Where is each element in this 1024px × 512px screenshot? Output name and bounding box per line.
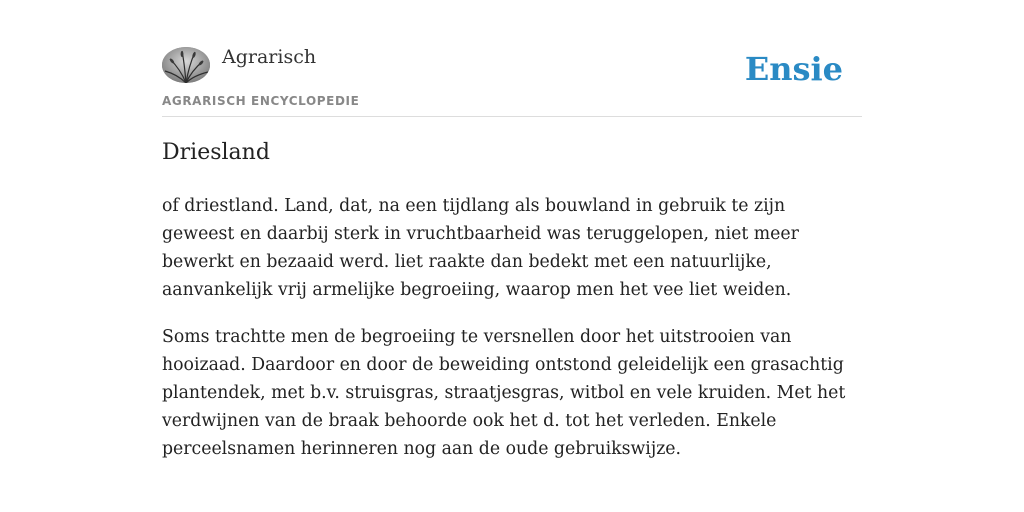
article-paragraph: of driestland. Land, dat, na een tijdlang als bouwland in gebruik te zijn geweest en daarbij sterk in vruchtbaarheid was teruggelopen, niet meer bewerkt en bezaaid werd. liet raakte dan bedekt met een natuurlijke, aanvankelijk vrij armelijke begroeiing, waarop men het vee liet weiden.: [162, 196, 799, 300]
source-subtitle[interactable]: AGRARISCH ENCYCLOPEDIE: [162, 94, 360, 108]
brand-logo-link[interactable]: Ensie: [744, 50, 843, 88]
source-name[interactable]: Agrarisch: [222, 46, 317, 68]
article-title: Driesland: [162, 140, 270, 165]
wheat-icon[interactable]: [162, 47, 210, 83]
article-body: [162, 192, 862, 482]
article-paragraph: Soms trachtte men de begroeiing te versnellen door het uitstrooien van hooizaad. Daardoor en door de beweiding ontstond geleidelijk een grasachtig plantendek, met b.v. struisgras, straatjesgras, witbol en vele kruiden. Met het verdwijnen van de braak behoorde ook het d. tot het verleden. Enkele perceelsnamen herinneren nog aan de oude gebruikswijze.: [162, 327, 846, 459]
header: [162, 40, 862, 117]
